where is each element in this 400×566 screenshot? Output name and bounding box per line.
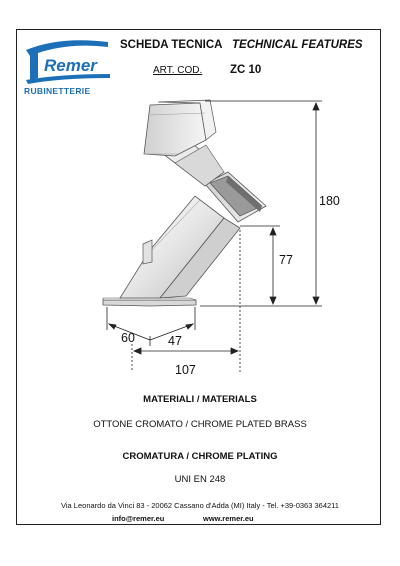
faucet-base bbox=[103, 298, 196, 306]
plating-value: UNI EN 248 bbox=[174, 474, 226, 485]
model-code: ZC 10 bbox=[230, 64, 262, 76]
faucet-lever-stub bbox=[143, 240, 152, 264]
footer-website[interactable]: www.remer.eu bbox=[203, 514, 254, 523]
dimension-base-depth: 47 bbox=[168, 334, 182, 348]
article-code-label: ART. COD. bbox=[153, 65, 203, 76]
logo-subtitle: RUBINETTERIE bbox=[24, 86, 91, 96]
dimension-base-width: 60 bbox=[121, 331, 135, 345]
dimension-line-77 bbox=[240, 226, 280, 304]
logo-brand-text: Remer bbox=[44, 56, 97, 75]
plating-title: CROMATURA / CHROME PLATING bbox=[122, 451, 278, 462]
footer-address: Via Leonardo da Vinci 83 - 20062 Cassano d'Adda (MI) Italy - Tel. +39-0363 364211 bbox=[61, 501, 339, 510]
title-english: TECHNICAL FEATURES bbox=[232, 39, 363, 51]
dimension-total-height: 180 bbox=[319, 194, 340, 208]
faucet-body bbox=[120, 196, 240, 298]
dimension-spout-height: 77 bbox=[279, 253, 293, 267]
footer-email[interactable]: info@remer.eu bbox=[112, 514, 165, 523]
title-italian: SCHEDA TECNICA bbox=[120, 39, 223, 51]
materials-value: OTTONE CROMATO / CHROME PLATED BRASS bbox=[93, 419, 307, 430]
dimension-reach: 107 bbox=[175, 363, 196, 377]
materials-title: MATERIALI / MATERIALS bbox=[143, 394, 257, 405]
